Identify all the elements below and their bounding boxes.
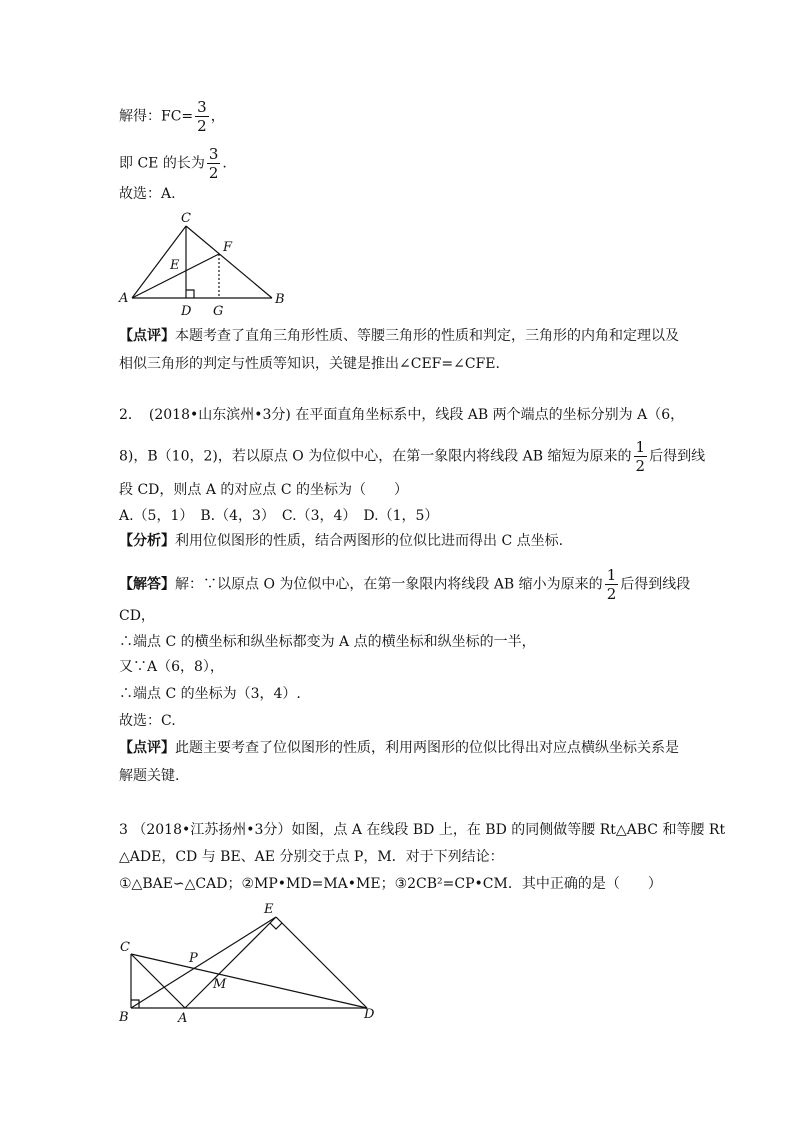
question3-line2: △ADE，CD 与 BE、AE 分别交于点 P，M．对于下列结论：	[119, 849, 504, 865]
label-e: E	[264, 902, 274, 917]
comment-2-line2: 解题关键.	[119, 768, 180, 784]
answer-line-2: 故选：C.	[119, 713, 176, 729]
fraction-numerator: 1	[635, 438, 646, 456]
segment-cb	[186, 226, 272, 298]
solution-line4: 又∵A（6，8），	[119, 659, 224, 675]
label-e: E	[170, 258, 180, 273]
fraction-denominator: 2	[606, 585, 617, 603]
label-f: F	[223, 240, 233, 255]
text-suffix: 后得到线段	[620, 576, 691, 593]
fraction	[634, 438, 648, 475]
comment-1-line2: 相似三角形的判定与性质等知识，关键是推出∠CEF=∠CFE.	[119, 356, 500, 372]
question2-options: A.（5，1） B.（4，3） C.（3，4） D.（1，5）	[119, 508, 439, 524]
fraction-numerator: 3	[197, 98, 207, 116]
question2-line1: 2． (2018•山东滨州•3分) 在平面直角坐标系中，线段 AB 两个端点的坐标分别为 A（6，	[119, 407, 685, 423]
solution-tag: 【解答】	[119, 576, 175, 593]
segment-be	[131, 917, 276, 1008]
fraction	[605, 566, 619, 603]
label-c: C	[181, 211, 191, 226]
text-suffix: ，	[210, 108, 225, 125]
comment-1-line1	[119, 326, 679, 346]
text-prefix: 解：∵以原点 O 为位似中心，在第一象限内将线段 AB 缩小为原来的	[175, 576, 603, 593]
text-prefix: 解得：FC=	[119, 108, 194, 125]
analysis-line	[119, 531, 563, 551]
question3-line3: ①△BAE∽△CAD；②MP•MD=MA•ME；③2CB²=CP•CM．其中正确的是（ ）	[119, 876, 662, 892]
right-angle-mark-e	[270, 923, 282, 929]
label-d: D	[364, 1007, 375, 1022]
segment-ae	[185, 917, 276, 1008]
segment-ed	[276, 917, 367, 1008]
solution-line2: CD，	[119, 608, 155, 624]
segment-cd	[131, 954, 367, 1008]
text-prefix: 即 CE 的长为	[119, 155, 205, 172]
comment-text: 此题主要考查了位似图形的性质，利用两图形的位似比得出对应点横纵坐标关系是	[175, 740, 679, 756]
label-b: B	[119, 1010, 129, 1025]
solution-line3: ∴端点 C 的横坐标和纵坐标都变为 A 点的横坐标和纵坐标的一半，	[119, 634, 536, 650]
label-d: D	[181, 304, 192, 319]
right-angle-mark	[186, 290, 194, 298]
analysis-text: 利用位似图形的性质，结合两图形的位似比进而得出 C 点坐标.	[175, 533, 564, 549]
fraction-denominator: 2	[197, 117, 207, 135]
answer-line-1: 故选：A.	[119, 186, 176, 202]
label-c: C	[120, 940, 130, 955]
text-suffix: .	[222, 155, 227, 172]
comment-tag: 【点评】	[119, 328, 175, 344]
label-a: A	[119, 291, 129, 306]
fraction-denominator: 2	[635, 457, 646, 475]
fraction-numerator: 1	[606, 566, 617, 584]
comment-tag: 【点评】	[119, 740, 175, 756]
fraction-numerator: 3	[208, 145, 219, 163]
triangle-figure-2	[131, 917, 367, 1008]
solution-line1	[119, 566, 690, 603]
fraction-denominator: 2	[208, 164, 219, 182]
label-g: G	[213, 304, 224, 319]
label-m: M	[213, 977, 227, 992]
question2-line2	[119, 438, 705, 475]
analysis-tag: 【分析】	[119, 533, 175, 549]
label-a: A	[178, 1011, 188, 1026]
solution-line5: ∴端点 C 的坐标为（3，4）.	[119, 686, 301, 702]
text-prefix: 8)，B（10，2)，若以原点 O 为位似中心，在第一象限内将线段 AB 缩短为原来的	[119, 448, 632, 465]
label-b: B	[275, 292, 285, 307]
text-suffix: 后得到线	[649, 448, 706, 465]
question2-line3: 段 CD，则点 A 的对应点 C 的坐标为（ ）	[119, 482, 409, 498]
comment-text: 本题考查了直角三角形性质、等腰三角形的性质和判定，三角形的内角和定理以及	[175, 328, 679, 344]
question3-line1: 3 （2018•江苏扬州•3分）如图，点 A 在线段 BD 上，在 BD 的同侧做等腰 Rt△ABC 和等腰 Rt	[119, 822, 726, 838]
label-p: P	[189, 951, 198, 966]
comment-2-line1	[119, 738, 679, 758]
